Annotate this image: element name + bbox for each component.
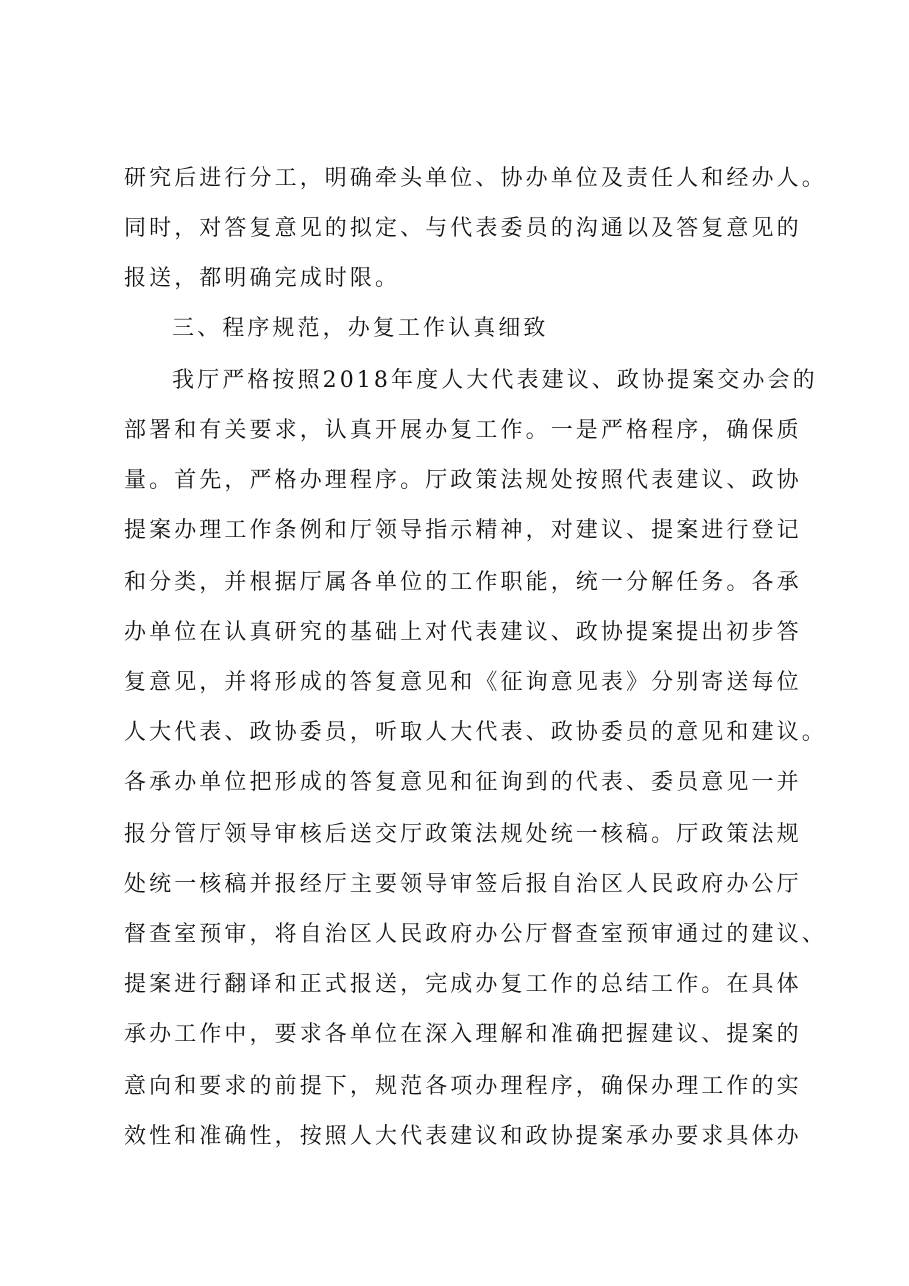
paragraph-line: 提案进行翻译和正式报送，完成办复工作的总结工作。在具体 <box>124 972 802 997</box>
paragraph-line: 复意见，并将形成的答复意见和《征询意见表》分别寄送每位 <box>124 670 802 695</box>
paragraph-line: 研究后进行分工，明确牵头单位、协办单位及责任人和经办人。 <box>124 166 827 191</box>
paragraph-line: 同时，对答复意见的拟定、与代表委员的沟通以及答复意见的 <box>124 216 802 241</box>
paragraph-line: 承办工作中，要求各单位在深入理解和准确把握建议、提案的 <box>124 1022 802 1047</box>
paragraph-line: 效性和准确性，按照人大代表建议和政协提案承办要求具体办 <box>124 1124 802 1149</box>
paragraph-line: 量。首先，严格办理程序。厅政策法规处按照代表建议、政协 <box>124 468 802 493</box>
paragraph-line: 人大代表、政协委员，听取人大代表、政协委员的意见和建议。 <box>124 720 827 745</box>
section-heading: 三、程序规范，办复工作认真细致 <box>172 316 549 341</box>
paragraph-line: 提案办理工作条例和厅领导指示精神，对建议、提案进行登记 <box>124 518 802 543</box>
paragraph-line: 督查室预审，将自治区人民政府办公厅督查室预审通过的建议、 <box>124 922 827 947</box>
paragraph-line: 办单位在认真研究的基础上对代表建议、政协提案提出初步答 <box>124 620 802 645</box>
paragraph-line: 处统一核稿并报经厅主要领导审签后报自治区人民政府办公厅 <box>124 872 802 897</box>
paragraph-line: 报送，都明确完成时限。 <box>124 266 401 291</box>
paragraph-line: 和分类，并根据厅属各单位的工作职能，统一分解任务。各承 <box>124 570 802 595</box>
paragraph-line: 各承办单位把形成的答复意见和征询到的代表、委员意见一并 <box>124 770 802 795</box>
paragraph-line: 部署和有关要求，认真开展办复工作。一是严格程序，确保质 <box>124 418 802 443</box>
paragraph-line: 报分管厅领导审核后送交厅政策法规处统一核稿。厅政策法规 <box>124 822 802 847</box>
paragraph-line: 我厅严格按照2018年度人大代表建议、政协提案交办会的 <box>172 368 818 393</box>
paragraph-line: 意向和要求的前提下，规范各项办理程序，确保办理工作的实 <box>124 1074 802 1099</box>
